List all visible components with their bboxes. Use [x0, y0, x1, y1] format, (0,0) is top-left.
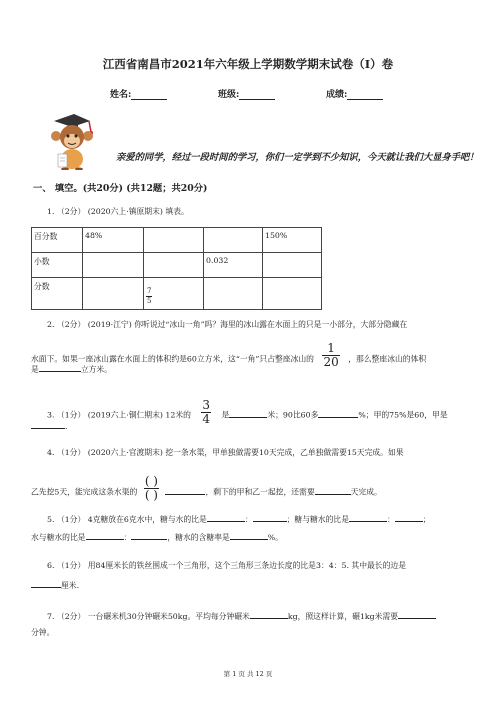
monkey-mascot-icon — [44, 112, 96, 170]
answer-blank[interactable] — [131, 531, 167, 540]
table-row — [32, 278, 322, 310]
question-4-line-2: 乙先挖5天，能完成这条水渠的 $\frac{( )}{( )}$ ，剩下的甲和乙一起挖，还需要 天完成。 — [31, 474, 382, 502]
table-cell: 48% — [83, 228, 144, 253]
question-2-line-3: 是 立方米。 — [31, 365, 112, 374]
name-label: 姓名: — [110, 90, 132, 100]
fraction-7-5: $\frac{7}{5}$ — [147, 287, 152, 305]
fraction-blank: $\frac{( )}{( )}$ — [144, 474, 158, 502]
table-cell — [144, 253, 204, 278]
answer-blank[interactable] — [229, 409, 267, 418]
table-cell — [83, 253, 144, 278]
name-blank — [131, 90, 167, 100]
answer-blank[interactable] — [86, 531, 124, 540]
answer-blank[interactable] — [318, 409, 358, 418]
answer-blank[interactable] — [315, 486, 351, 495]
score-label: 成绩: — [326, 90, 348, 100]
table-row — [32, 253, 322, 278]
answer-blank[interactable] — [349, 513, 387, 522]
class-blank — [239, 90, 275, 100]
table-cell: 百分数 — [32, 228, 83, 253]
answer-blank[interactable] — [230, 531, 268, 540]
table-cell — [204, 228, 263, 253]
class-field — [218, 87, 275, 100]
table-cell — [144, 228, 204, 253]
section-heading-fill-in: 一、 填空。(共20分) (共12题；共20分) — [33, 183, 208, 194]
question-5-line-2: 水与糖水的比是 ： ，糖水的含糖率是 %。 — [31, 533, 283, 542]
answer-blank[interactable] — [398, 610, 436, 619]
answer-blank[interactable] — [31, 579, 61, 588]
table-cell — [263, 253, 322, 278]
question-7: 7. （2分） 一台碾米机30分钟碾米50kg。平均每分钟碾米 kg，照这样计算，碾1kg米需要 — [47, 610, 436, 623]
score-blank — [347, 90, 383, 100]
answer-blank[interactable] — [250, 610, 288, 619]
table-cell — [144, 278, 204, 310]
question-6-line-1: 6. （1分） 用84厘米长的铁丝围成一个三角形，这个三角形三条边长度的比是3：4：5. 其中最长的边是 — [47, 561, 406, 570]
question-4-line-1: 4. （1分） (2020六上·官渡期末) 挖一条水渠，甲单独做需要10天完成，乙单独做需要15天完成。如果 — [47, 448, 404, 457]
answer-blank[interactable] — [165, 486, 205, 495]
question-2-line-2: 水面下。如果一座冰山露在水面上的体积约是60立方米，这“一角”只占整座冰山的 $\frac{1}{20}$ ，那么整座冰山的体积 — [31, 341, 427, 369]
question-3-line-2: . — [31, 420, 67, 433]
question-7-line-2: 分钟。 — [31, 628, 55, 637]
table-cell — [204, 278, 263, 310]
answer-blank[interactable] — [39, 363, 81, 372]
answer-blank[interactable] — [207, 513, 245, 522]
table-cell: 小数 — [32, 253, 83, 278]
answer-blank[interactable] — [253, 513, 287, 522]
class-label: 班级: — [218, 90, 240, 100]
question-1: 1. （2分） (2020六上·镇原期末) 填表。 — [47, 207, 189, 216]
encouragement-text: 亲爱的同学，经过一段时间的学习，你们一定学到不少知识，今天就让我们大显身手吧！ — [116, 152, 479, 163]
question-3: 3. （1分） (2019六上·铜仁期末) 12米的 $\frac{3}{4}$ 是 米；90比60多 %；甲的75%是60，甲是 — [47, 398, 448, 426]
table-cell — [83, 278, 144, 310]
page-title: 江西省南昌市2021年六年级上学期数学期末试卷（I）卷 — [102, 57, 394, 71]
table-cell: 0.032 — [204, 253, 263, 278]
answer-blank[interactable] — [31, 420, 65, 429]
answer-blank[interactable] — [395, 513, 423, 522]
fraction-3-4: $\frac{3}{4}$ — [202, 398, 211, 426]
table-row — [32, 228, 322, 253]
question-6-line-2: 厘米. — [31, 579, 79, 592]
table-cell: 分数 — [32, 278, 83, 310]
question-2-line-1: 2. （2分） (2019·江宁) 你听说过“冰山一角”吗？海里的冰山露在水面上的只是一小部分，大部分隐藏在 — [47, 320, 408, 329]
table-cell: 150% — [263, 228, 322, 253]
fraction-1-20: $\frac{1}{20}$ — [323, 341, 339, 369]
fill-table — [31, 227, 322, 310]
page-footer: 第 1 页 共 12 页 — [223, 670, 273, 678]
name-field — [110, 87, 167, 100]
question-5: 5. （1分） 4克糖放在6克水中，糖与水的比是 ： ；糖与糖水的比是 ： ； — [47, 515, 431, 524]
table-cell — [263, 278, 322, 310]
score-field — [326, 87, 383, 100]
